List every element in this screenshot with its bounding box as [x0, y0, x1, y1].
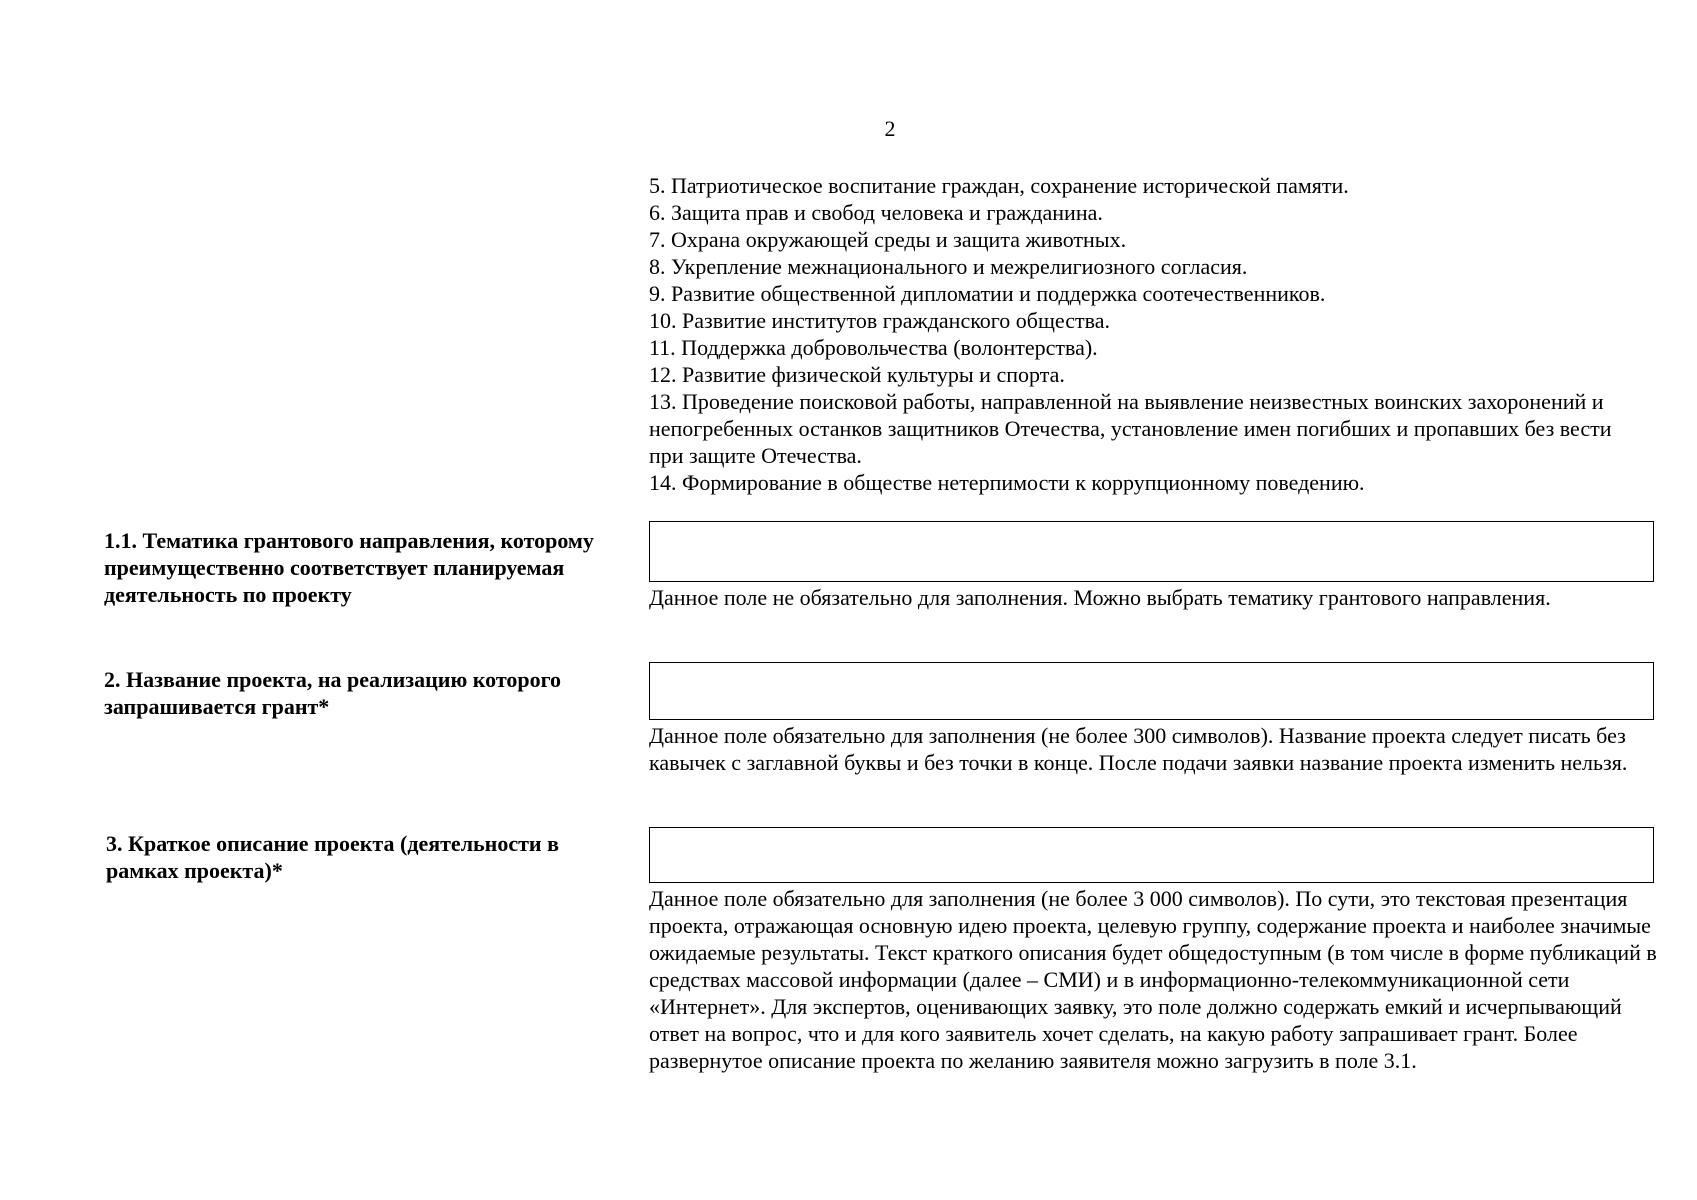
grant-theme-label: 1.1. Тематика грантового направления, которому преимущественно соответствует планируемая деятельность по проекту: [104, 528, 594, 607]
project-summary-field[interactable]: [649, 827, 1654, 883]
grant-theme-field[interactable]: [649, 521, 1654, 582]
list-item: 8. Укрепление межнационального и межрелигиозного согласия.: [649, 254, 1248, 279]
list-item: 14. Формирование в обществе нетерпимости к коррупционному поведению.: [649, 470, 1365, 495]
grant-theme-hint: Данное поле не обязательно для заполнения. Можно выбрать тематику грантового направления.: [649, 585, 1551, 610]
list-item: 9. Развитие общественной дипломатии и поддержка соотечественников.: [649, 281, 1326, 306]
list-item: 11. Поддержка добровольчества (волонтерства).: [649, 335, 1098, 360]
list-item: 5. Патриотическое воспитание граждан, сохранение исторической памяти.: [649, 173, 1349, 198]
list-item: 12. Развитие физической культуры и спорта.: [649, 362, 1065, 387]
list-item: 13. Проведение поисковой работы, направленной на выявление неизвестных воинских захоронений и непогребенных останков защитников Отечества, установление имен погибших и пропавших без вести при защите Отечества.: [649, 389, 1612, 468]
list-item: 6. Защита прав и свобод человека и гражданина.: [649, 200, 1103, 225]
grant-directions-list: [649, 172, 1649, 496]
project-summary-hint: Данное поле обязательно для заполнения (не более 3 000 символов). По сути, это текстовая презентация проекта, отражающая основную идею проекта, целевую группу, содержание проекта и наиболее значимые ожидаемые результаты. Текст краткого описания будет общедоступным (в том числе в форме публикаций в средствах массовой информации (далее – СМИ) и в информационно-телекоммуникационной сети «Интернет». Для экспертов, оценивающих заявку, это поле должно содержать емкий и исчерпывающий ответ на вопрос, что и для кого заявитель хочет сделать, на какую работу запрашивает грант. Более развернутое описание проекта по желанию заявителя можно загрузить в поле 3.1.: [649, 886, 1657, 1073]
list-item: 7. Охрана окружающей среды и защита животных.: [649, 227, 1127, 252]
project-title-label: 2. Название проекта, на реализацию которого запрашивается грант*: [104, 667, 562, 719]
project-summary-label: 3. Краткое описание проекта (деятельности в рамках проекта)*: [106, 831, 559, 883]
list-item: 10. Развитие институтов гражданского общества.: [649, 308, 1110, 333]
project-title-field[interactable]: [649, 662, 1654, 720]
page-number: 2: [884, 116, 896, 141]
project-title-hint: Данное поле обязательно для заполнения (не более 300 символов). Название проекта следует писать без кавычек с заглавной буквы и без точки в конце. После подачи заявки название проекта изменить нельзя.: [649, 723, 1628, 775]
